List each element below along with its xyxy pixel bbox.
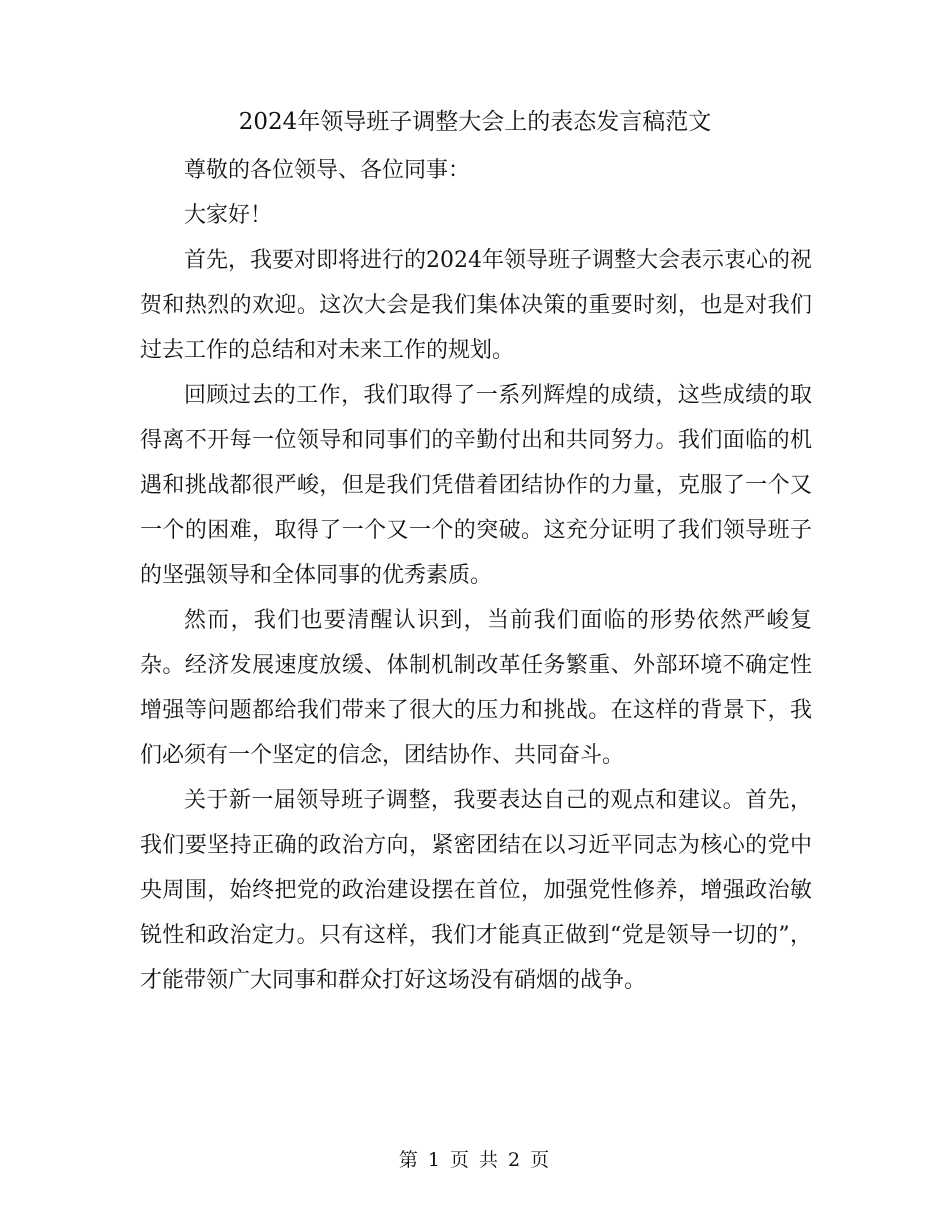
document-title: 2024年领导班子调整大会上的表态发言稿范文 bbox=[238, 109, 712, 135]
paragraph-suggestions: 关于新一届领导班子调整，我要表达自己的观点和建议。首先，我们要坚持正确的政治方向，紧密团结在以习近平同志为核心的党中央周围，始终把党的政治建设摆在首位，加强党性修养，增强政治敏锐性和政治定力。只有这样，我们才能真正做到“党是领导一切的”，才能带领广大同事和群众打好这场没有硝烟的战争。 bbox=[140, 788, 812, 993]
paragraph-congratulations: 首先，我要对即将进行的2024年领导班子调整大会表示衷心的祝贺和热烈的欢迎。这次大会是我们集体决策的重要时刻，也是对我们过去工作的总结和对未来工作的规划。 bbox=[140, 248, 812, 363]
document-body bbox=[140, 148, 812, 1003]
page-number-footer: 第 1 页 共 2 页 bbox=[398, 1149, 552, 1171]
greeting: 大家好！ bbox=[184, 203, 273, 228]
paragraph-situation: 然而，我们也要清醒认识到，当前我们面临的形势依然严峻复杂。经济发展速度放缓、体制机制改革任务繁重、外部环境不确定性增强等问题都给我们带来了很大的压力和挑战。在这样的背景下，我们必须有一个坚定的信念，团结协作、共同奋斗。 bbox=[140, 608, 812, 768]
salutation: 尊敬的各位领导、各位同事： bbox=[184, 158, 471, 183]
paragraph-review: 回顾过去的工作，我们取得了一系列辉煌的成绩，这些成绩的取得离不开每一位领导和同事们的辛勤付出和共同努力。我们面临的机遇和挑战都很严峻，但是我们凭借着团结协作的力量，克服了一个又一个的困难，取得了一个又一个的突破。这充分证明了我们领导班子的坚强领导和全体同事的优秀素质。 bbox=[140, 383, 812, 588]
